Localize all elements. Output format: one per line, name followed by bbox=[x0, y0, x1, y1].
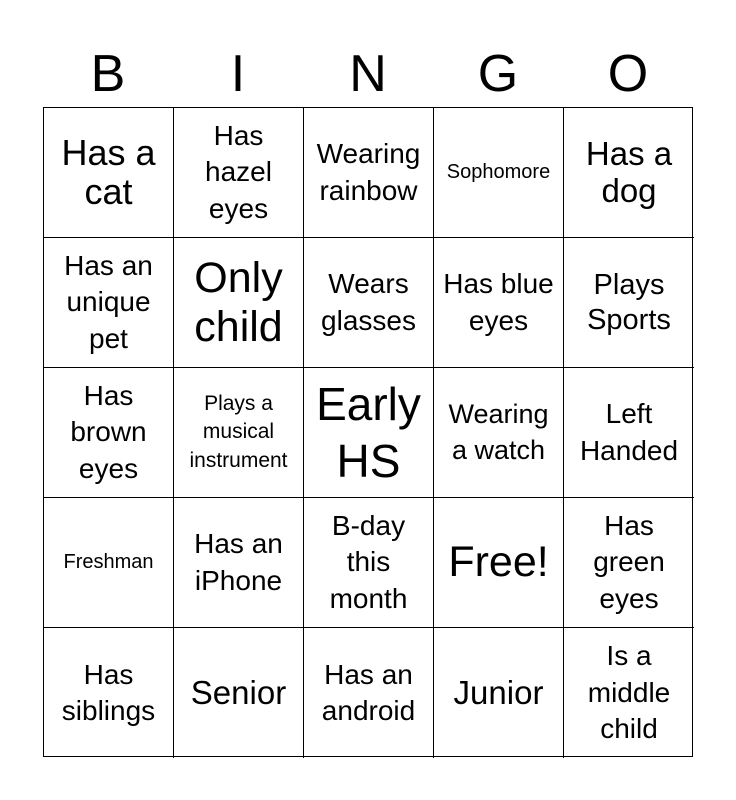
bingo-board bbox=[43, 107, 693, 757]
bingo-cell[interactable]: Has an unique pet bbox=[44, 238, 174, 368]
bingo-cell[interactable]: Plays a musical instrument bbox=[174, 368, 304, 498]
bingo-cell[interactable]: Wears glasses bbox=[304, 238, 434, 368]
bingo-cell[interactable]: Senior bbox=[174, 628, 304, 758]
bingo-cell[interactable]: Sophomore bbox=[434, 108, 564, 238]
header-letter-o: O bbox=[607, 45, 649, 103]
bingo-cell[interactable]: Freshman bbox=[44, 498, 174, 628]
bingo-cell[interactable]: Left Handed bbox=[564, 368, 694, 498]
bingo-cell[interactable]: Early HS bbox=[304, 368, 434, 498]
bingo-cell[interactable]: Has an iPhone bbox=[174, 498, 304, 628]
bingo-cell[interactable]: Has siblings bbox=[44, 628, 174, 758]
bingo-cell[interactable]: Junior bbox=[434, 628, 564, 758]
bingo-cell[interactable]: Has blue eyes bbox=[434, 238, 564, 368]
bingo-cell[interactable]: Plays Sports bbox=[564, 238, 694, 368]
header-letter-g: G bbox=[477, 45, 519, 103]
bingo-cell[interactable]: Has hazel eyes bbox=[174, 108, 304, 238]
free-space-cell[interactable]: Free! bbox=[434, 498, 564, 628]
bingo-cell[interactable]: Has green eyes bbox=[564, 498, 694, 628]
header-letter-n: N bbox=[349, 45, 387, 103]
bingo-cell[interactable]: Only child bbox=[174, 238, 304, 368]
bingo-header bbox=[43, 42, 693, 106]
bingo-cell[interactable]: Has a cat bbox=[44, 108, 174, 238]
header-letter-i: I bbox=[230, 45, 246, 103]
bingo-cell[interactable]: Wearing rainbow bbox=[304, 108, 434, 238]
bingo-cell[interactable]: Is a middle child bbox=[587, 640, 671, 745]
bingo-cell[interactable]: B-day this month bbox=[304, 498, 434, 628]
bingo-cell[interactable]: Has a dog bbox=[564, 108, 694, 238]
bingo-cell[interactable]: Has brown eyes bbox=[44, 368, 174, 498]
bingo-cell[interactable]: Has an android bbox=[304, 628, 434, 758]
header-letter-b: B bbox=[90, 45, 126, 103]
bingo-cell[interactable]: Wearing a watch bbox=[434, 368, 564, 498]
